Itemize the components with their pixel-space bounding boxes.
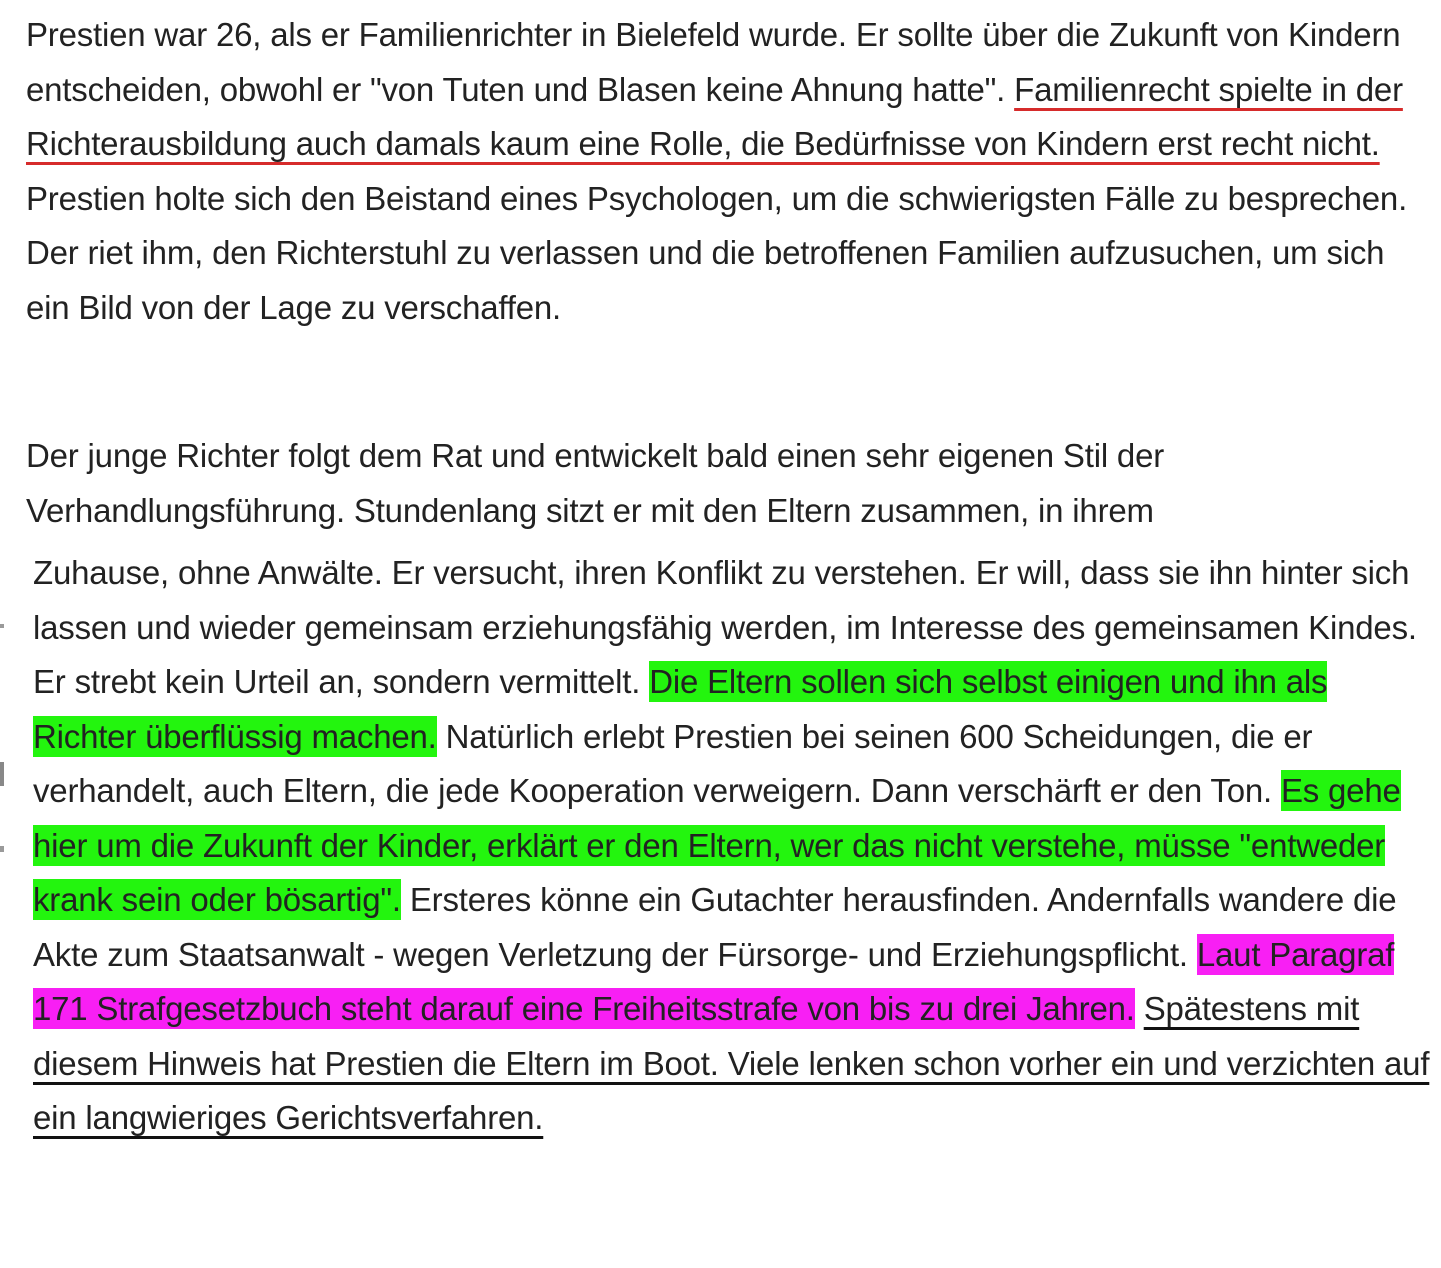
text-run: Natürlich erlebt Prestien bei seinen 600 Scheidungen, die er verhandelt, auch Eltern, die jede Kooperation verweigern. Dann verschärft er den Ton. [33,717,1313,809]
text-run: Zuhause, ohne Anwälte. Er versucht, ihren Konflikt zu verstehen. Er will, dass sie ihn hinter sich lassen und wieder gemeinsam erziehungsfähig werden, im Interesse des gemeinsamen Kindes. Er strebt kein Urteil an, sondern vermittelt. [33,554,1417,700]
paragraph-2 [26,429,1431,538]
paragraph-1 [26,8,1431,335]
magenta-highlight-sentence: Laut Paragraf 171 Strafgesetzbuch steht darauf eine Freiheitsstrafe von bis zu drei Jahren. [33,935,1395,1027]
text-run: Ersteres könne ein Gutachter herausfinden. Andernfalls wandere die Akte zum Staatsanwalt - wegen Verletzung der Fürsorge- und Erziehungspflicht. [33,881,1397,973]
text-run: Der junge Richter folgt dem Rat und entwickelt bald einen sehr eigenen Stil der Verhandlungsführung. Stundenlang sitzt er mit den Eltern zusammen, in ihrem [26,437,1165,529]
edge-artifact [0,624,4,628]
green-highlight-sentence: Die Eltern sollen sich selbst einigen und ihn als Richter überflüssig machen. [33,663,1328,755]
red-underlined-sentence: Familienrecht spielte in der Richterausbildung auch damals kaum eine Rolle, die Bedürfnisse von Kindern erst recht nicht. [26,70,1403,162]
edge-artifact [0,846,4,852]
edge-artifact [0,762,4,786]
text-run [1135,990,1144,1027]
text-run: Prestien holte sich den Beistand eines Psychologen, um die schwierigsten Fälle zu besprechen. Der riet ihm, den Richterstuhl zu verlassen und die betroffenen Familien aufzusuchen, um sich ein Bild von der Lage zu verschaffen. [26,179,1408,326]
text-run: Prestien war 26, als er Familienrichter in Bielefeld wurde. Er sollte über die Zukunft von Kindern entscheiden, obwohl er "von Tuten und Blasen keine Ahnung hatte". [26,16,1401,108]
black-underlined-sentence: Spätestens mit diesem Hinweis hat Prestien die Eltern im Boot. Viele lenken schon vorher ein und verzichten auf ein langwieriges Gerichtsverfahren. [33,990,1430,1136]
paragraph-3 [33,546,1433,1146]
green-highlight-sentence: Es gehe hier um die Zukunft der Kinder, erklärt er den Eltern, wer das nicht verstehe, müsse "entweder krank sein oder bösartig". [33,772,1401,918]
